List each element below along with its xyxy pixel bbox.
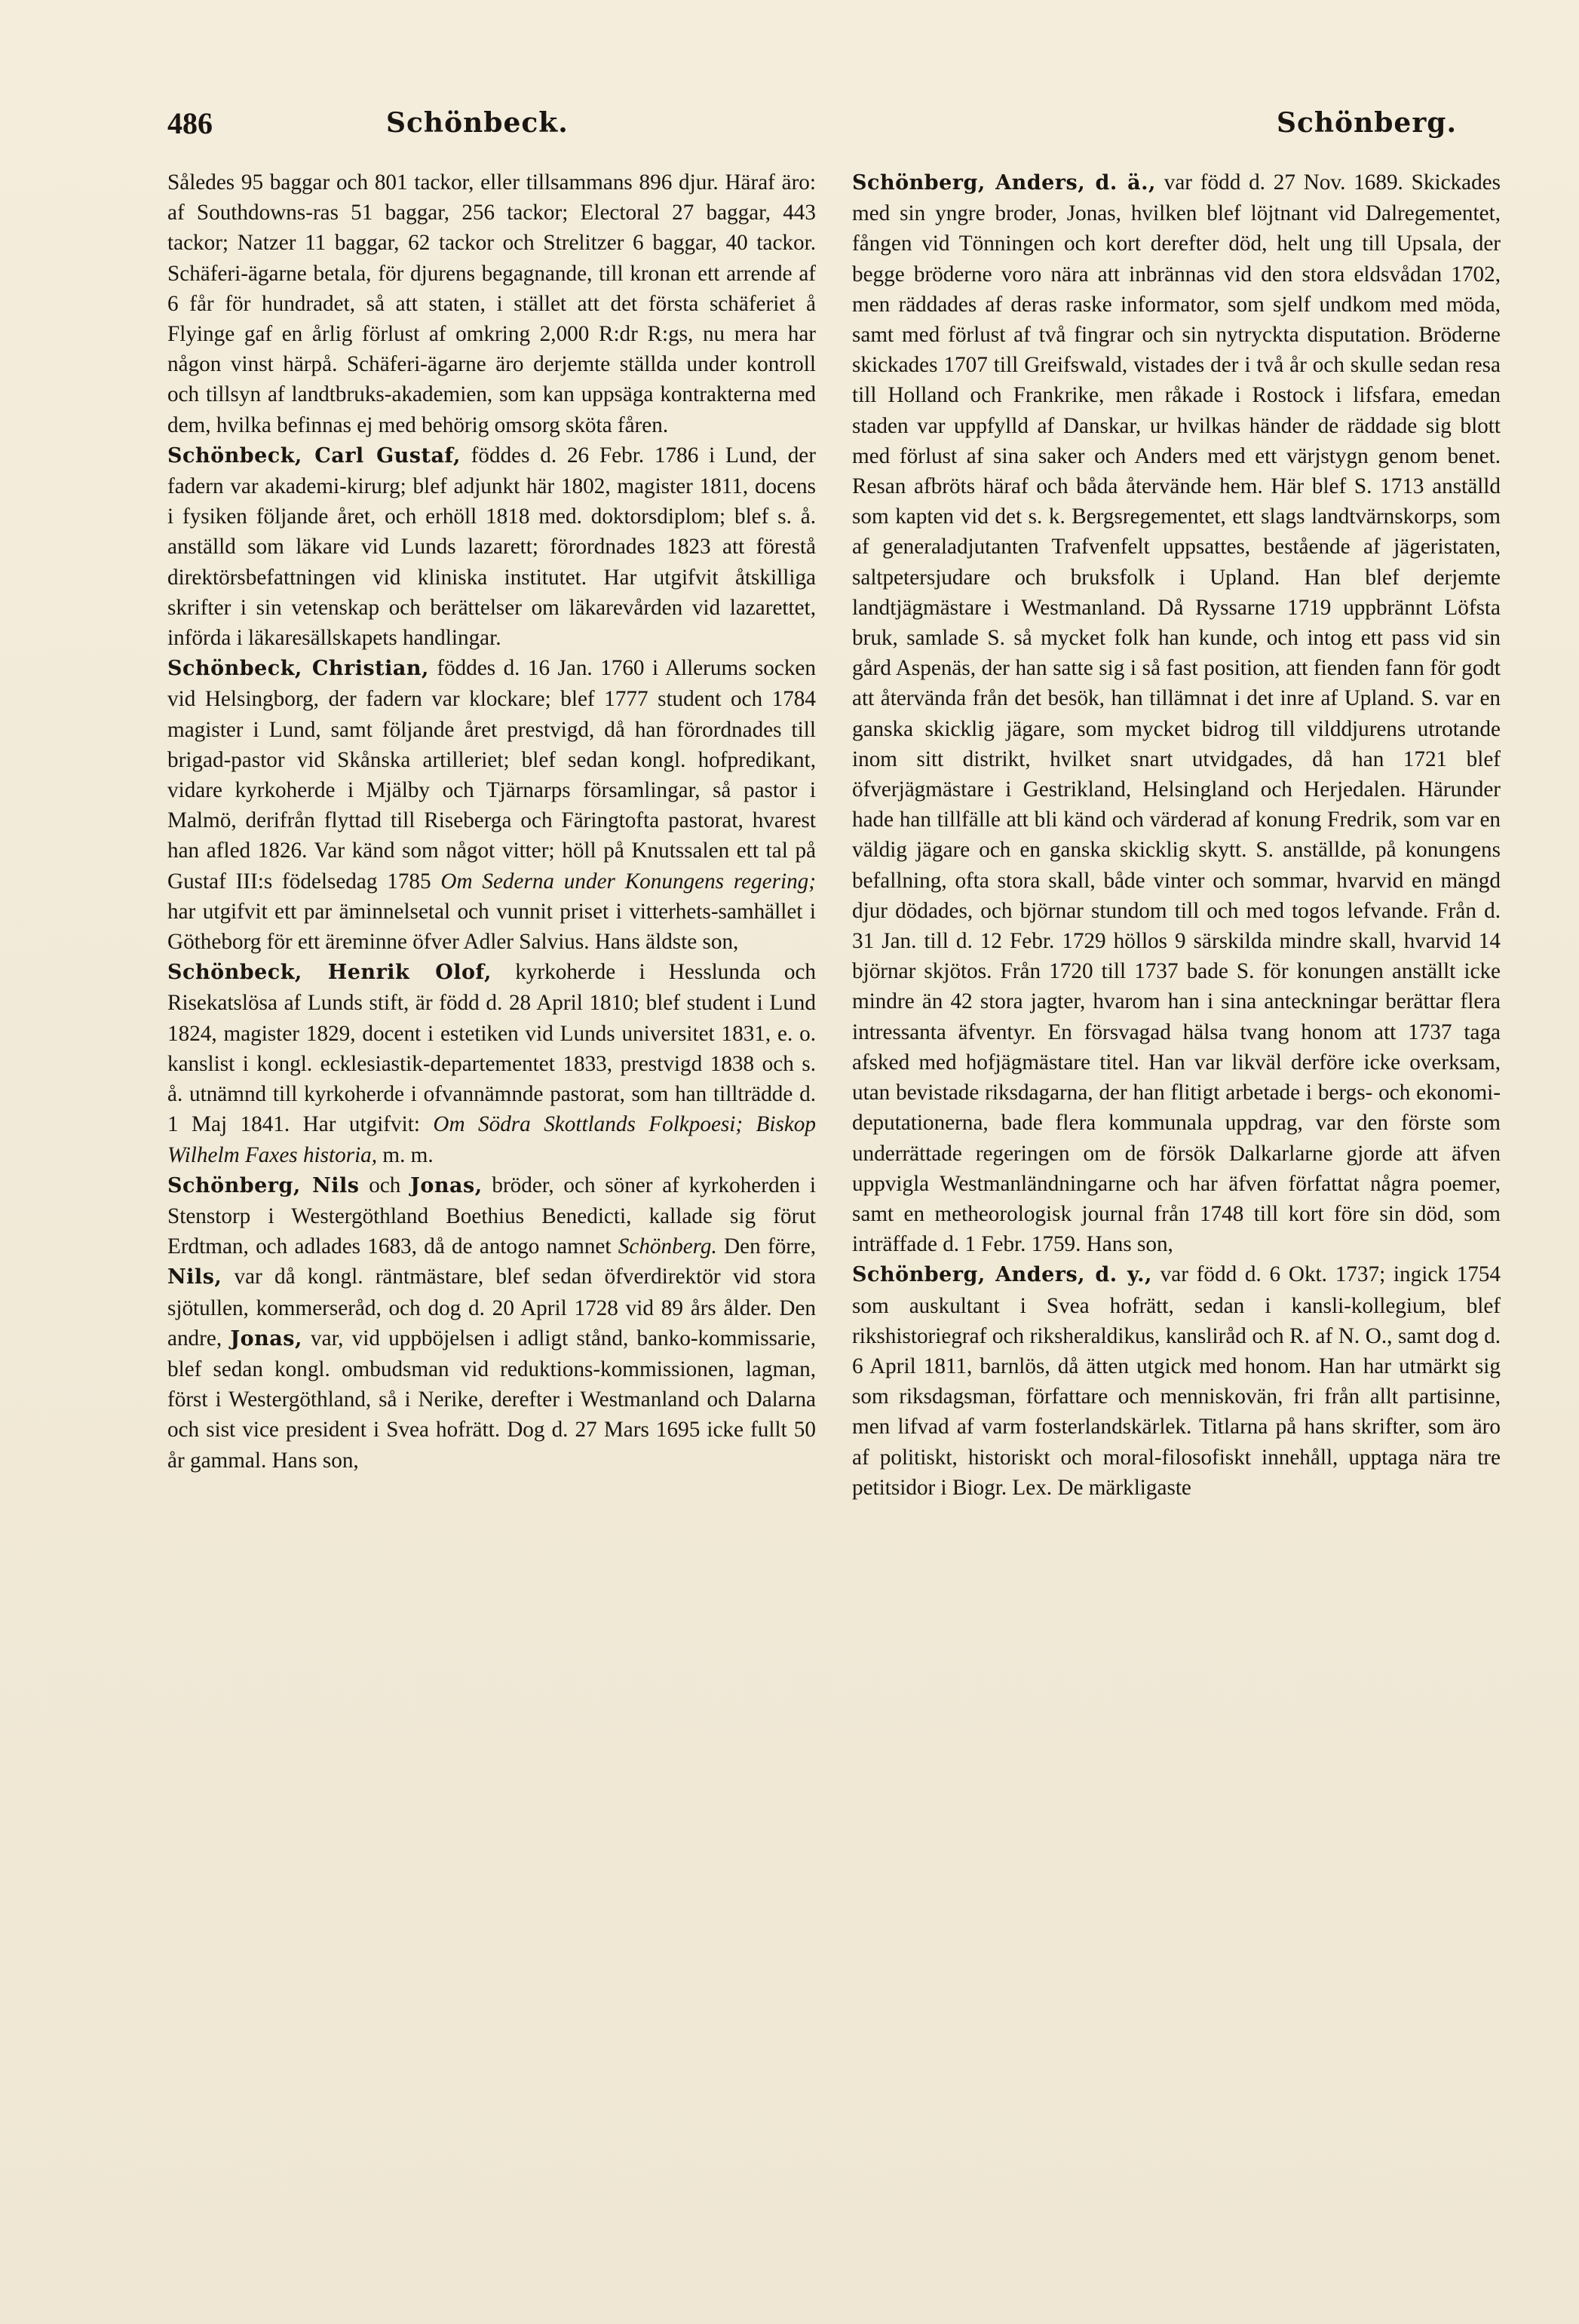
entry-text: bröder, och söner af kyrkoherden i Stenstorp i Westergöthland Boethius Benedicti, kallade sig förut Erdtman, och adlades 1683, då de antogo namnet	[167, 1173, 816, 1259]
left-column	[167, 167, 816, 2188]
entry-text: m. m.	[377, 1142, 434, 1167]
page-number: 486	[167, 106, 213, 140]
entry-text: Den förre,	[716, 1234, 816, 1259]
entry-text: var, vid uppböjelsen i adligt stånd, banko-kommissarie, blef sedan kongl. ombudsman vid reduktions-kommissionen, lagman, först i Westergöthland, så i Nerike, derefter i Westmanland och Dalarna och sist vice president i Svea hofrätt. Dog d. 27 Mars 1695 icke fullt 50 år gammal. Hans son,	[167, 1326, 816, 1473]
entry-text: föddes d. 26 Febr. 1786 i Lund, der fadern var akademi-kirurg; blef adjunkt här 1802, magister 1811, docens i fysiken följande året, och erhöll 1818 med. doktorsdiplom; blef s. å. anställd som läkare vid Lunds lazarett; förordnades 1823 att förestå direktörsbefattningen vid kliniska institutet. Har utgifvit åtskilliga skrifter i sin vetenskap och berättelser om läkarevården vid lazarettet, införda i läkaresällskapets handlingar.	[167, 443, 816, 651]
entry-text: var då kongl. räntmästare, blef sedan öfverdirektör vid stora sjötullen, kommerseråd, och dog d. 20 April 1728 vid 89 års ålder. Den andre,	[167, 1265, 816, 1351]
running-head-left: Schönbeck.	[386, 107, 569, 139]
paragraph-schaferi: Således 95 baggar och 801 tackor, eller tillsammans 896 djur. Häraf äro: af Southdowns-ras 51 baggar, 256 tackor; Electoral 27 baggar, 443 tackor; Natzer 11 baggar, 62 tackor och Strelitzer 6 baggar, 40 tackor. Schäferi-ägarne betala, för djurens begagnande, till kronan ett arrende af 6 får för hundradet, så att staten, i stället att det första schäferiet å Flyinge gaf en årlig förlust af omkring 2,000 R:dr R:gs, nu mera har någon vinst härpå. Schäferi-ägarne äro derjemte ställda under kontroll och tillsyn af landtbruks-akademien, som kan uppsäga kontrakterna med dem, hvilka befinnas ej med behörig omsorg sköta fåren.	[167, 170, 816, 437]
entry-headword: Schönberg, Anders, d. ä.,	[852, 171, 1156, 195]
entry-text: har utgifvit ett par äminnelsetal och vunnit priset i vitterhets-samhället i Götheborg för ett äreminne öfver Adler Salvius. Hans äldste son,	[167, 899, 816, 955]
entry-headword: Schönbeck, Christian,	[167, 657, 429, 681]
entry-italic-name: Schönberg.	[618, 1234, 717, 1259]
page-header	[167, 106, 1464, 151]
entry-name-jonas: Jonas,	[230, 1326, 302, 1351]
entry-headword-second: Jonas,	[410, 1173, 483, 1197]
entry-text: och	[359, 1173, 411, 1197]
entry-headword: Schönberg, Nils	[167, 1173, 360, 1197]
entry-italic-title: Om Sederna under Konungens regering;	[440, 869, 816, 894]
running-head-right: Schönberg.	[1276, 107, 1457, 139]
entry-headword: Schönbeck, Henrik Olof,	[167, 961, 492, 985]
entry-nils-jonas	[167, 1170, 816, 1476]
entry-anders-younger	[852, 1259, 1501, 1503]
entry-name-nils: Nils,	[167, 1265, 222, 1289]
entry-text: kyrkoherde i Hesslunda och Risekatslösa af Lunds stift, är född d. 28 April 1810; blef student i Lund 1824, magister 1829, docent i estetiken vid Lunds universitet 1831, e. o. kanslist i kongl. ecklesiastik-departementet 1833, prestvigd 1838 och s. å. utnämnd till kyrkoherde i ofvannämnde pastorat, som han tillträdde d. 1 Maj 1841. Har utgifvit:	[167, 960, 816, 1137]
entry-henrik-olof	[167, 957, 816, 1170]
entry-text: var född d. 27 Nov. 1689. Skickades med sin yngre broder, Jonas, hvilken blef löjtnant vid Dalregementet, fången vid Tönningen och kort derefter död, helt ung till Upsala, der begge bröderne voro nära att inbrännas vid den stora eldsvådan 1702, men räddades af deras raske informator, som sjelf undkom med möda, samt med förlust af två fingrar och sin nytryckta disputation. Bröderne skickades 1707 till Greifswald, vistades der i två år och skulle sedan resa till Holland och Frankrike, men råkade i Rostock i lifsfara, emedan staden var uppfylld af Danskar, ur hvilkas händer de räddade sig blott med förlust af sina saker och Anders med ett värjstygn genom benet. Resan afbröts häraf och båda återvände hem. Här blef S. 1713 anställd som kapten vid det s. k. Bergsregementet, ett slags landtvärnskorps, som af generaladjutanten Trafvenfelt uppsattes, bestående af jägeristaten, saltpetersjudare och bruksfolk i Upland. Han blef derjemte landtjägmästare i Westmanland. Då Ryssarne 1719 uppbrännt Löfsta bruk, samlade S. så mycket folk han kunde, och intog ett pass vid sin gård Aspenäs, der han satte sig i så fast position, att fienden fann för godt att återvända från det besök, han tillämnat i det inre af Upland. S. var en ganska skicklig jägare, som mycket bidrog till vilddjurens utrotande inom sitt distrikt, hvilket snart utvidgades, då han 1721 blef öfverjägmästare i Gestrikland, Helsingland och Herjedalen. Härunder hade han tillfälle att bli känd och värderad af konung Fredrik, som var en väldig jägare och en ganska skicklig skytt. S. anställde, på konungens befallning, ofta stora skall, både vinter och sommar, hvarvid en mängd djur dödades, och björnar stundom till och med togos lefvande. Från d. 31 Jan. till d. 12 Febr. 1729 höllos 9 särskilda mindre skall, hvarvid 14 björnar skjötos. Från 1720 till 1737 bade S. för konungen anställt icke mindre än 42 stora jagter, hvarom han i sina anteckningar berättar flera intressanta äfventyr. En försvagad hälsa tvang honom att 1737 taga afsked med hofjägmästare titel. Han var likväl derföre icke overksam, utan bevistade riksdagarna, der han flitigt arbetade i bergs- och ekonomi-deputationerna, bade flera kommunala uppdrag, var den förste som underrättade regeringen om de försök Dalkarlarne gjorde att äfven uppvigla Westmanländningarne och har äfven författat några poemer, samt en metheorologisk journal från 1748 till kort före sin död, som inträffade d. 1 Febr. 1759. Hans son,	[852, 170, 1501, 1257]
entry-italic-title: Om Södra Skottlands Folkpoesi; Biskop Wilhelm Faxes historia,	[167, 1112, 816, 1167]
right-column	[852, 167, 1501, 2188]
entry-text: föddes d. 16 Jan. 1760 i Allerums socken vid Helsingborg, der fadern var klockare; blef 1777 student och 1784 magister i Lund, samt följande året prestvigd, då han förordnades till brigad-pastor vid Skånska artilleriet; blef sedan kongl. hofpredikant, vidare kyrkoherde i Mjälby och Tjärnarps församlingar, så pastor i Malmö, derifrån flyttad till Riseberga och Färingtofta pastorat, hvarest han afled 1826. Var känd som något vitter; höll på Knutssalen ett tal på Gustaf III:s födelsedag 1785	[167, 656, 816, 894]
entry-christian	[167, 653, 816, 957]
entry-anders-elder	[852, 167, 1501, 1259]
entry-headword: Schönbeck, Carl Gustaf,	[167, 443, 461, 468]
entry-carl-gustaf	[167, 440, 816, 653]
entry-text: var född d. 6 Okt. 1737; ingick 1754 som auskultant i Svea hofrätt, sedan i kansli-kollegium, blef rikshistoriegraf och riksheraldikus, kansliråd och R. af N. O., samt dog d. 6 April 1811, barnlös, då ätten utgick med honom. Han har utmärkt sig som riksdagsman, författare och menniskovän, fri från allt partisinne, men lifvad af varm fosterlandskärlek. Titlarna på hans skrifter, som äro af politiskt, historiskt och moral-filosofiskt innehåll, upptaga nära tre petitsidor i Biogr. Lex. De märkligaste	[852, 1262, 1501, 1500]
entry-headword: Schönberg, Anders, d. y.,	[852, 1263, 1152, 1287]
